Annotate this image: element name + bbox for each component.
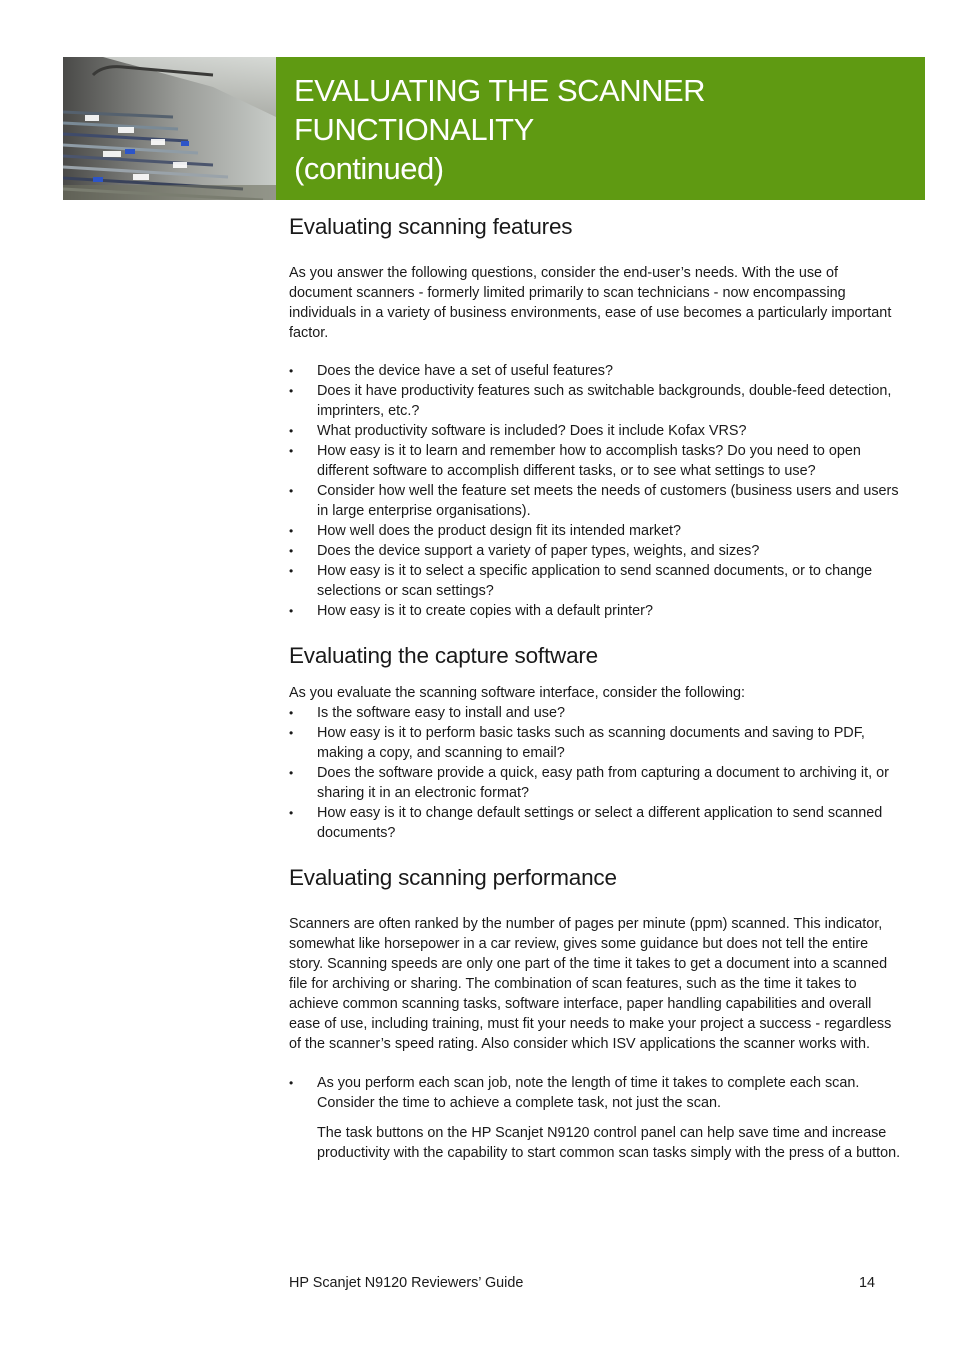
section-heading-performance: Evaluating scanning performance — [289, 865, 617, 890]
list-item — [289, 703, 901, 723]
list-item — [289, 441, 901, 481]
footer-title: HP Scanjet N9120 Reviewers’ Guide — [289, 1275, 524, 1291]
document-body — [289, 210, 901, 1163]
page-number: 14 — [858, 1275, 875, 1291]
list-item — [289, 1073, 901, 1113]
bullet-icon: • — [289, 706, 294, 720]
bullet-icon: • — [289, 524, 294, 538]
list-item-text: Is the software easy to install and use? — [317, 705, 565, 721]
section-heading-features: Evaluating scanning features — [289, 214, 573, 239]
list-item — [289, 763, 901, 803]
bullet-icon: • — [289, 1076, 294, 1090]
page-title — [294, 71, 907, 188]
title-banner — [276, 57, 925, 200]
list-item-text: Does the device have a set of useful features? — [317, 363, 613, 379]
features-list — [289, 361, 901, 621]
list-item — [289, 561, 901, 601]
list-item — [289, 421, 901, 441]
bullet-icon: • — [289, 484, 294, 498]
bullet-icon: • — [289, 444, 294, 458]
list-item-text: Does the software provide a quick, easy path from capturing a document to archiving it, or sharing it in an electronic format? — [317, 765, 889, 801]
page-title-line1: EVALUATING THE SCANNER FUNCTIONALITY — [294, 73, 706, 147]
list-item-text: How easy is it to select a specific application to send scanned documents, or to change selections or scan settings? — [317, 563, 873, 599]
list-item-text: Consider how well the feature set meets the needs of customers (business users and users in large enterprise organisations). — [317, 483, 899, 519]
list-item-text: Does the device support a variety of paper types, weights, and sizes? — [317, 543, 760, 559]
performance-list — [289, 1073, 901, 1113]
list-item — [289, 803, 901, 843]
bullet-icon: • — [289, 766, 294, 780]
bullet-icon: • — [289, 544, 294, 558]
list-item-text: What productivity software is included? Does it include Kofax VRS? — [317, 423, 747, 439]
list-item-text: How easy is it to create copies with a default printer? — [317, 603, 653, 619]
bullet-icon: • — [289, 604, 294, 618]
bullet-icon: • — [289, 806, 294, 820]
page-footer — [289, 1273, 875, 1293]
list-item-text: How easy is it to change default settings or select a different application to send scanned documents? — [317, 805, 883, 841]
features-intro: As you answer the following questions, consider the end-user’s needs. With the use of document scanners - formerly limited primarily to scan technicians - now encompassing individuals in a variety of business environments, ease of use becomes a particularly important factor. — [289, 265, 892, 341]
list-item — [289, 723, 901, 763]
bullet-icon: • — [289, 726, 294, 740]
list-item — [289, 521, 901, 541]
bullet-icon: • — [289, 364, 294, 378]
capture-intro: As you evaluate the scanning software interface, consider the following: — [289, 685, 745, 701]
list-item-text: How well does the product design fit its intended market? — [317, 523, 681, 539]
section-heading-capture: Evaluating the capture software — [289, 643, 598, 668]
list-item-text: How easy is it to learn and remember how to accomplish tasks? Do you need to open different software to accomplish different tasks, or to see what settings to use? — [317, 443, 861, 479]
list-item — [289, 361, 901, 381]
list-item — [289, 381, 901, 421]
performance-intro: Scanners are often ranked by the number of pages per minute (ppm) scanned. This indicator, somewhat like horsepower in a car review, gives some guidance but does not tell the entire story. Scanning speeds are only one part of the time it takes to get a document into a scanned file for archiving or sharing. The combination of scan features, such as the time it takes to achieve common scanning tasks, software interface, paper handling capabilities and overall ease of use, including training, must fit your needs to make your project a success - regardless of the scanner’s speed rating. Also consider which ISV applications the scanner works with. — [289, 916, 892, 1052]
bullet-icon: • — [289, 424, 294, 438]
bullet-icon: • — [289, 564, 294, 578]
list-item — [289, 481, 901, 521]
bullet-icon: • — [289, 384, 294, 398]
capture-list — [289, 703, 901, 843]
page-title-line2: (continued) — [294, 151, 444, 186]
file-cabinet-photo — [63, 57, 276, 200]
list-item-text: How easy is it to perform basic tasks such as scanning documents and saving to PDF, making a copy, and scanning to email? — [317, 725, 865, 761]
list-item-text: Does it have productivity features such as switchable backgrounds, double-feed detection, imprinters, etc.? — [317, 383, 892, 419]
performance-followup: The task buttons on the HP Scanjet N9120 control panel can help save time and increase productivity with the capability to start common scan tasks simply with the press of a button. — [317, 1125, 901, 1161]
list-item-text: As you perform each scan job, note the length of time it takes to complete each scan. Consider the time to achieve a complete task, not just the scan. — [317, 1075, 860, 1111]
list-item — [289, 541, 901, 561]
list-item — [289, 601, 901, 621]
